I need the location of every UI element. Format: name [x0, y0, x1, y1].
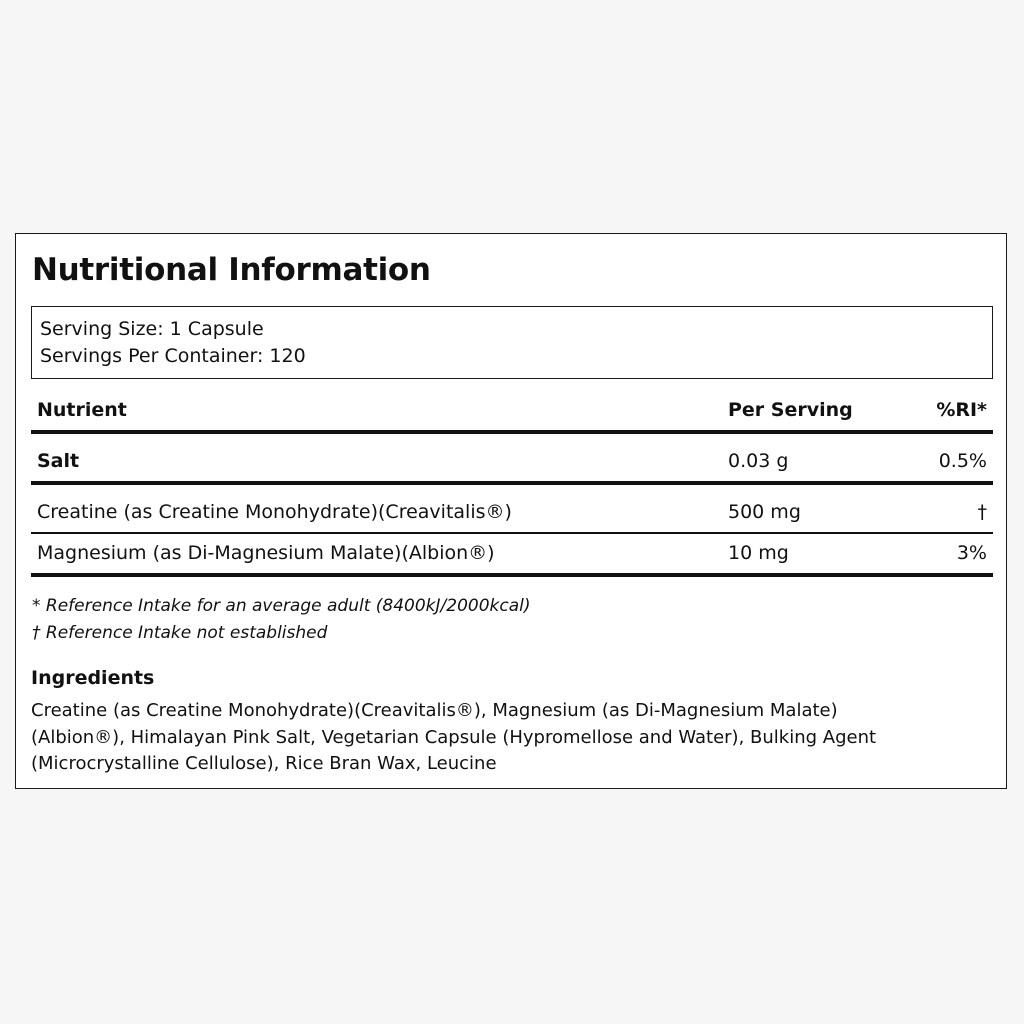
nutrient-name: Creatine (as Creatine Monohydrate)(Creavitalis®)	[37, 501, 512, 523]
ingredients-heading: Ingredients	[31, 667, 155, 689]
header-divider	[31, 430, 993, 434]
serving-size: Serving Size: 1 Capsule	[40, 318, 264, 340]
nutrient-name: Salt	[37, 450, 80, 472]
nutrient-ri: †	[977, 501, 987, 523]
table-bottom-divider	[31, 573, 993, 577]
nutrient-amount: 0.03 g	[728, 450, 789, 472]
nutrient-ri: 0.5%	[938, 450, 987, 472]
section-divider	[31, 481, 993, 485]
nutrition-panel	[15, 233, 1007, 789]
nutrient-amount: 500 mg	[728, 501, 801, 523]
nutrient-ri: 3%	[956, 542, 987, 564]
nutrient-amount: 10 mg	[728, 542, 789, 564]
footnote-not-established: † Reference Intake not established	[32, 623, 328, 643]
page-title: Nutritional Information	[32, 252, 431, 288]
ingredients-text: Creatine (as Creatine Monohydrate)(Creavitalis®), Magnesium (as Di-Magnesium Malate)(Albion®), Himalayan Pink Salt, Vegetarian Capsule (Hypromellose and Water), Bulking Agent (Microcrystalline Cellulose), Rice Bran Wax, Leucine	[31, 700, 877, 774]
header-ri: %RI*	[936, 399, 987, 421]
servings-per-container: Servings Per Container: 120	[40, 345, 306, 367]
serving-info-box	[31, 306, 993, 379]
footnote-reference-intake: * Reference Intake for an average adult (8400kJ/2000kcal)	[32, 596, 531, 616]
row-divider	[31, 532, 993, 534]
header-nutrient: Nutrient	[37, 399, 127, 421]
nutrient-name: Magnesium (as Di-Magnesium Malate)(Albion®)	[37, 542, 495, 564]
header-per-serving: Per Serving	[728, 399, 853, 421]
